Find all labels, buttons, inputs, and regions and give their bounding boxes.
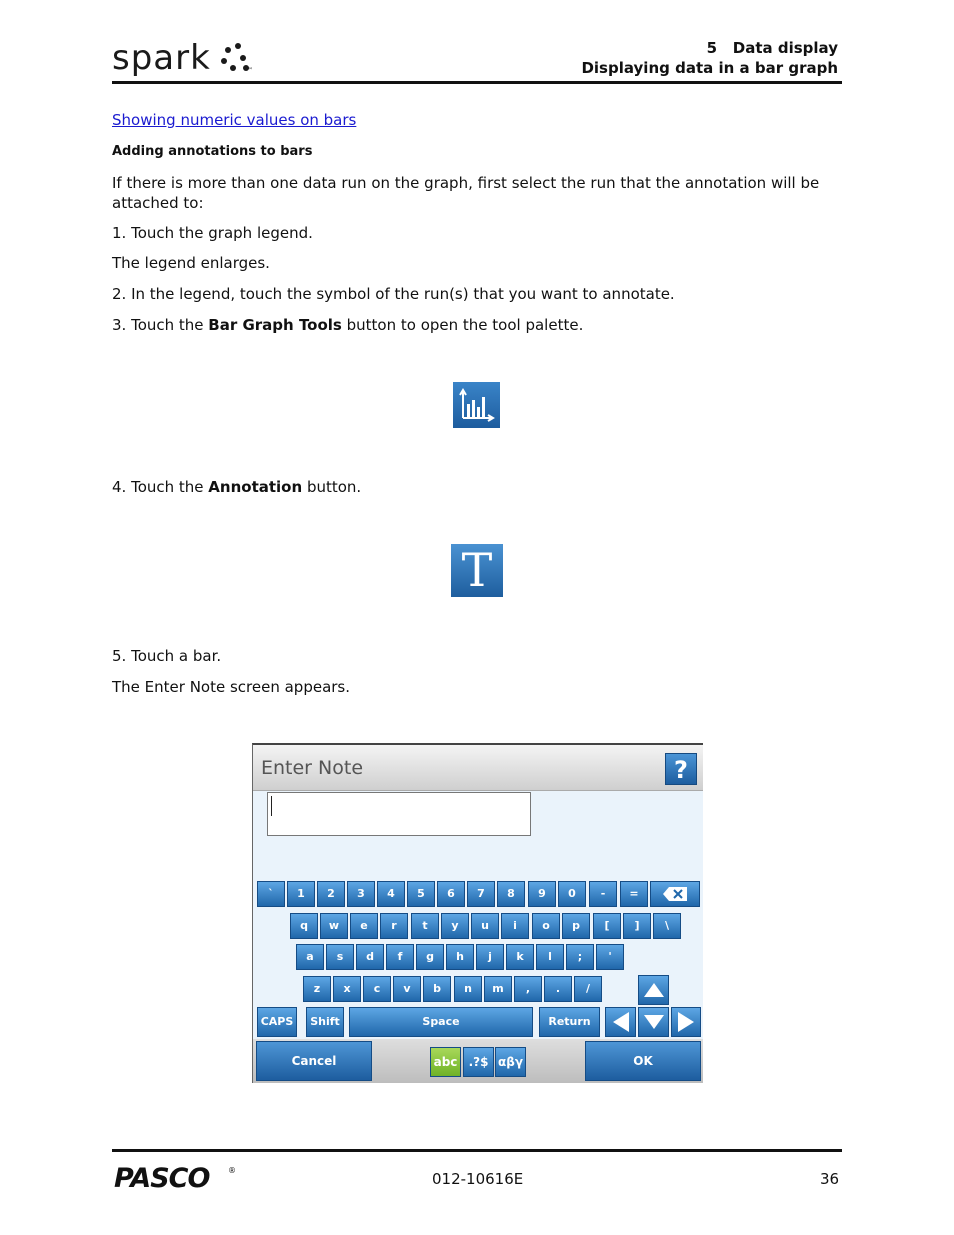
document-number: 012-10616E <box>432 1170 524 1188</box>
key-4[interactable]: 4 <box>377 881 405 907</box>
key-j[interactable]: j <box>476 944 504 970</box>
note-input[interactable] <box>267 792 531 836</box>
step-2: 2. In the legend, touch the symbol of the run(s) that you want to annotate. <box>112 285 675 303</box>
footer-rule <box>112 1149 842 1152</box>
enter-note-titlebar <box>253 745 703 791</box>
arrow-left-key[interactable] <box>605 1007 636 1037</box>
section-subheading: Adding annotations to bars <box>112 144 313 159</box>
key-u[interactable]: u <box>471 913 499 939</box>
mode-abc-button[interactable]: abc <box>430 1047 461 1077</box>
key-d[interactable]: d <box>356 944 384 970</box>
shift-key[interactable]: Shift <box>306 1007 344 1037</box>
key-s[interactable]: s <box>326 944 354 970</box>
text-caret <box>271 796 272 816</box>
step-5: 5. Touch a bar. <box>112 647 222 665</box>
annotation-label: Annotation <box>208 478 303 496</box>
bar-graph-tools-icon[interactable] <box>453 382 500 428</box>
step-3: 3. Touch the Bar Graph Tools button to open the tool palette. <box>112 316 584 334</box>
key-comma[interactable]: , <box>514 976 542 1002</box>
key-5[interactable]: 5 <box>407 881 435 907</box>
key-a[interactable]: a <box>296 944 324 970</box>
arrow-down-icon <box>643 1014 665 1030</box>
annotation-text-icon[interactable]: T <box>451 544 503 597</box>
running-header <box>581 38 838 78</box>
key-g[interactable]: g <box>416 944 444 970</box>
key-c[interactable]: c <box>363 976 391 1002</box>
help-button[interactable]: ? <box>665 753 697 785</box>
key-o[interactable]: o <box>532 913 560 939</box>
return-key[interactable]: Return <box>539 1007 600 1037</box>
arrow-right-key[interactable] <box>671 1007 701 1037</box>
space-key[interactable]: Space <box>349 1007 533 1037</box>
key-n[interactable]: n <box>454 976 482 1002</box>
key-semicolon[interactable]: ; <box>566 944 594 970</box>
mode-symbols-button[interactable]: .?$ <box>463 1047 494 1077</box>
key-2[interactable]: 2 <box>317 881 345 907</box>
chapter-title: 5 Data display <box>706 39 838 57</box>
arrow-right-icon <box>677 1011 695 1033</box>
key-m[interactable]: m <box>484 976 512 1002</box>
key-backslash[interactable]: \ <box>653 913 681 939</box>
enter-note-title: Enter Note <box>261 757 364 779</box>
key-backtick[interactable]: ` <box>257 881 285 907</box>
key-f[interactable]: f <box>386 944 414 970</box>
key-slash[interactable]: / <box>574 976 602 1002</box>
cancel-button[interactable]: Cancel <box>256 1041 372 1081</box>
key-equals[interactable]: = <box>620 881 648 907</box>
key-e[interactable]: e <box>350 913 378 939</box>
bar-graph-tools-label: Bar Graph Tools <box>208 316 342 334</box>
arrow-down-key[interactable] <box>638 1007 669 1037</box>
logo-text: spark <box>112 38 211 78</box>
key-b[interactable]: b <box>423 976 451 1002</box>
key-left-bracket[interactable]: [ <box>593 913 621 939</box>
logo-dots-icon: ™ <box>221 43 255 73</box>
key-r[interactable]: r <box>380 913 408 939</box>
caps-key[interactable]: CAPS <box>257 1007 297 1037</box>
section-title: Displaying data in a bar graph <box>581 59 838 77</box>
spark-logo <box>112 38 255 78</box>
key-p[interactable]: p <box>562 913 590 939</box>
legend-note: The legend enlarges. <box>112 254 270 272</box>
key-l[interactable]: l <box>536 944 564 970</box>
key-9[interactable]: 9 <box>528 881 556 907</box>
arrow-up-key[interactable] <box>638 975 669 1005</box>
screen-note: The Enter Note screen appears. <box>112 678 351 696</box>
step-4: 4. Touch the Annotation button. <box>112 478 362 496</box>
key-q[interactable]: q <box>290 913 318 939</box>
arrow-up-icon <box>643 982 665 998</box>
key-1[interactable]: 1 <box>287 881 315 907</box>
key-i[interactable]: i <box>501 913 529 939</box>
key-h[interactable]: h <box>446 944 474 970</box>
enter-note-bottom-bar <box>253 1039 703 1083</box>
key-t[interactable]: t <box>411 913 439 939</box>
page-number: 36 <box>820 1170 840 1188</box>
key-apostrophe[interactable]: ' <box>596 944 624 970</box>
key-w[interactable]: w <box>320 913 348 939</box>
key-6[interactable]: 6 <box>437 881 465 907</box>
showing-numeric-values-link[interactable]: Showing numeric values on bars <box>112 111 357 129</box>
key-7[interactable]: 7 <box>467 881 495 907</box>
pasco-logo: PASCO <box>114 1163 210 1194</box>
key-k[interactable]: k <box>506 944 534 970</box>
step-1: 1. Touch the graph legend. <box>112 224 313 242</box>
key-8[interactable]: 8 <box>497 881 525 907</box>
backspace-icon <box>662 886 688 902</box>
key-right-bracket[interactable]: ] <box>623 913 651 939</box>
key-v[interactable]: v <box>393 976 421 1002</box>
enter-note-screen <box>252 743 703 1083</box>
backspace-key[interactable] <box>650 881 700 907</box>
mode-greek-button[interactable]: αβγ <box>495 1047 526 1077</box>
registered-mark: ® <box>228 1166 236 1175</box>
key-0[interactable]: 0 <box>558 881 586 907</box>
key-minus[interactable]: - <box>589 881 617 907</box>
arrow-left-icon <box>612 1011 630 1033</box>
key-3[interactable]: 3 <box>347 881 375 907</box>
ok-button[interactable]: OK <box>585 1041 701 1081</box>
header-rule <box>112 81 842 84</box>
key-x[interactable]: x <box>333 976 361 1002</box>
intro-paragraph: If there is more than one data run on the graph, first select the run that the annotation will be attached to: <box>112 174 820 212</box>
key-z[interactable]: z <box>303 976 331 1002</box>
key-period[interactable]: . <box>544 976 572 1002</box>
key-y[interactable]: y <box>441 913 469 939</box>
